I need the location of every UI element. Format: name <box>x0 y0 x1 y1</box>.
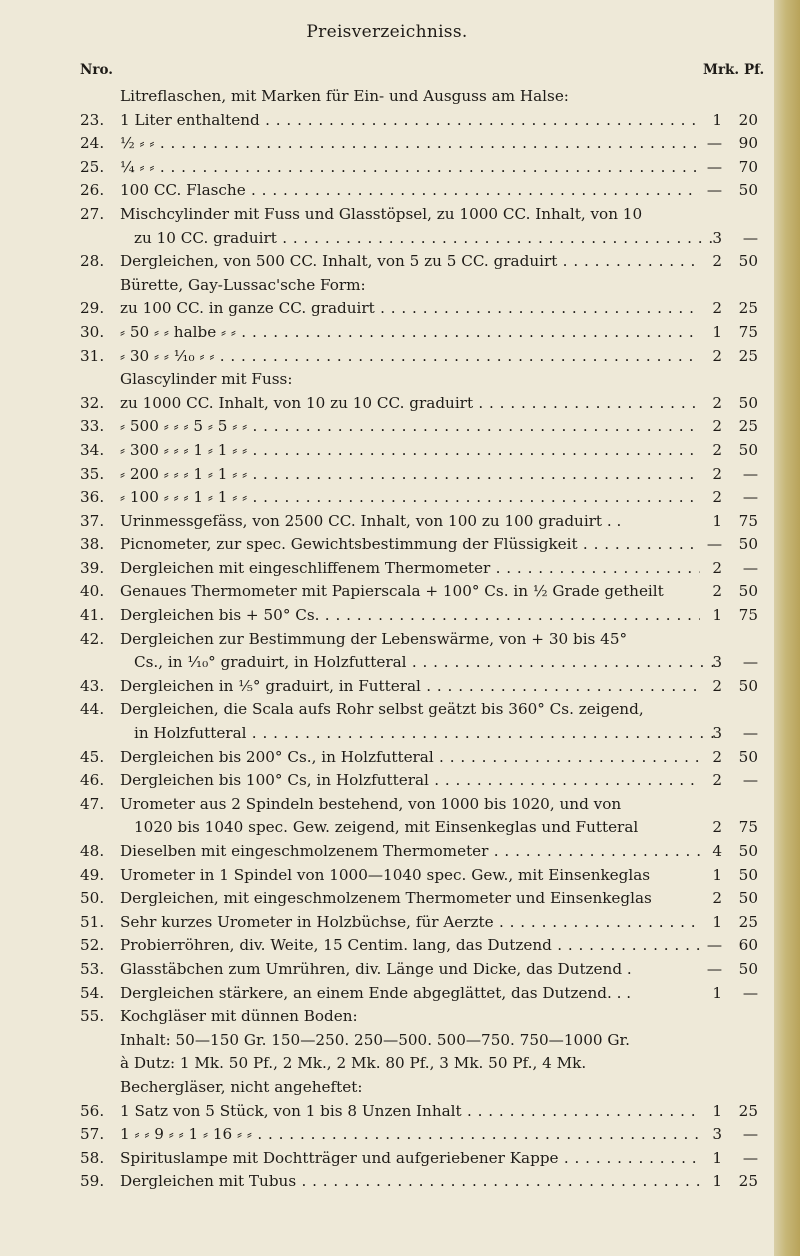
list-item <box>0 321 780 345</box>
list-item <box>0 604 780 628</box>
list-item <box>0 580 780 604</box>
item-number: 42. <box>80 629 105 648</box>
price-mark: 2 <box>712 299 722 318</box>
price-mark: 1 <box>712 1101 722 1120</box>
price-mark: 2 <box>712 889 722 908</box>
price-mark: 2 <box>712 488 722 507</box>
price-pfennig: 50 <box>738 959 758 978</box>
item-description: Bechergläser, nicht angeheftet: <box>120 1077 363 1096</box>
page-edge <box>774 0 800 1256</box>
item-description: ⸗ 500 ⸗ ⸗ ⸗ 5 ⸗ 5 ⸗ ⸗ . . . <box>120 415 700 439</box>
item-description: Dieselben mit eingeschmolzenem Thermometer . . . <box>120 840 700 864</box>
list-item <box>0 510 780 534</box>
item-number: 49. <box>80 865 105 884</box>
list-item <box>0 769 780 793</box>
price-mark: 2 <box>712 440 722 459</box>
item-number: 34. <box>80 440 105 459</box>
item-description: Urometer in 1 Spindel von 1000—1040 spec. Gew., mit Einsenkeglas <box>120 865 651 884</box>
item-number: 43. <box>80 676 105 695</box>
item-number: 57. <box>80 1125 105 1144</box>
list-item <box>0 227 780 251</box>
item-description: 1 Liter enthaltend . . . <box>120 109 700 133</box>
price-mark: 3 <box>712 228 722 247</box>
list-item <box>0 85 780 109</box>
list-item <box>0 722 780 746</box>
list-item <box>0 179 780 203</box>
price-mark: 3 <box>712 1125 722 1144</box>
item-description: Spirituslampe mit Dochtträger und aufgeriebener Kappe . . . <box>120 1147 700 1171</box>
price-pfennig: 50 <box>738 535 758 554</box>
item-number: 48. <box>80 842 105 860</box>
item-number: 40. <box>80 582 105 601</box>
item-number: 50. <box>80 889 105 908</box>
item-description: ⸗ 30 ⸗ ⸗ ¹⁄₁₀ ⸗ ⸗ . . . <box>120 345 700 369</box>
price-pfennig: — <box>742 488 758 507</box>
price-pfennig: — <box>742 771 758 790</box>
item-number: 31. <box>80 346 105 365</box>
price-pfennig: — <box>742 558 758 577</box>
item-description: ⸗ 300 ⸗ ⸗ ⸗ 1 ⸗ 1 ⸗ ⸗ . . . <box>120 439 700 463</box>
list-item <box>0 1052 780 1076</box>
item-description: 1 Satz von 5 Stück, von 1 bis 8 Unzen Inhalt . . . <box>120 1100 700 1124</box>
item-description: Sehr kurzes Urometer in Holzbüchse, für Aerzte . . . <box>120 911 700 935</box>
price-pfennig: — <box>742 724 758 743</box>
item-description: Urometer aus 2 Spindeln bestehend, von 1000 bis 1020, und von <box>120 794 622 813</box>
list-item <box>0 1005 780 1029</box>
price-pfennig: 50 <box>738 181 758 200</box>
price-mark: 3 <box>712 653 722 672</box>
list-item <box>0 415 780 439</box>
price-mark: 2 <box>712 771 722 790</box>
list-item <box>0 345 780 369</box>
list-item <box>0 698 780 722</box>
list-item <box>0 533 780 557</box>
price-pfennig: 50 <box>738 865 758 884</box>
item-number: 30. <box>80 322 105 341</box>
price-mark: 1 <box>712 1148 722 1167</box>
list-item <box>0 958 780 982</box>
item-number: 37. <box>80 511 105 530</box>
price-mark: — <box>706 181 722 200</box>
price-mark: 1 <box>712 322 722 341</box>
list-item <box>0 203 780 227</box>
list-item <box>0 864 780 888</box>
item-description: Dergleichen mit eingeschliffenem Thermometer . . . <box>120 557 700 581</box>
price-pfennig: 75 <box>738 322 758 341</box>
price-mark: 1 <box>712 511 722 530</box>
price-pfennig: 25 <box>738 1172 758 1191</box>
item-description: Dergleichen bis 200° Cs., in Holzfutteral . . . <box>120 746 700 770</box>
list-item <box>0 651 780 675</box>
price-mark: — <box>706 134 722 153</box>
price-pfennig: 50 <box>738 747 758 766</box>
price-pfennig: 50 <box>738 676 758 695</box>
price-pfennig: 20 <box>738 110 758 129</box>
item-description: 100 CC. Flasche . . . <box>120 179 700 203</box>
price-mark: 2 <box>712 346 722 365</box>
list-item <box>0 982 780 1006</box>
item-number: 44. <box>80 700 105 719</box>
item-description: Dergleichen mit Tubus . . . <box>120 1170 700 1194</box>
item-description: Dergleichen bis 100° Cs, in Holzfutteral . . . <box>120 769 700 793</box>
list-item <box>0 486 780 510</box>
list-item <box>0 793 780 817</box>
price-pfennig: — <box>742 1125 758 1144</box>
price-pfennig: 25 <box>738 346 758 365</box>
item-description: ⸗ 100 ⸗ ⸗ ⸗ 1 ⸗ 1 ⸗ ⸗ . . . <box>120 486 700 510</box>
item-description: Dergleichen bis + 50° Cs. . . . <box>120 604 700 628</box>
item-description: Dergleichen in ⅕° graduirt, in Futteral . . . <box>120 675 700 699</box>
list-item <box>0 439 780 463</box>
list-item <box>0 297 780 321</box>
price-mark: 2 <box>712 747 722 766</box>
item-description: 1020 bis 1040 spec. Gew. zeigend, mit Einsenkeglas und Futteral <box>134 818 639 837</box>
price-pfennig: 75 <box>738 511 758 530</box>
item-number: 52. <box>80 936 105 955</box>
price-list <box>0 85 780 1194</box>
list-item <box>0 1147 780 1171</box>
item-description: Dergleichen zur Bestimmung der Lebenswärme, von + 30 bis 45° <box>120 629 628 648</box>
list-item <box>0 156 780 180</box>
price-pfennig: 25 <box>738 912 758 931</box>
item-number: 59. <box>80 1172 105 1191</box>
price-pfennig: 50 <box>738 252 758 271</box>
item-number: 25. <box>80 157 105 176</box>
item-number: 56. <box>80 1101 105 1120</box>
item-number: 53. <box>80 959 105 978</box>
item-description: Picnometer, zur spec. Gewichtsbestimmung der Flüssigkeit . . . <box>120 533 700 557</box>
price-pfennig: — <box>742 983 758 1002</box>
list-item <box>0 675 780 699</box>
item-description: ⸗ 50 ⸗ ⸗ halbe ⸗ ⸗ . . . <box>120 321 700 345</box>
price-mark: 2 <box>712 558 722 577</box>
price-pfennig: 75 <box>738 818 758 837</box>
item-description: Glascylinder mit Fuss: <box>120 370 293 389</box>
item-number: 23. <box>80 110 105 129</box>
item-number: 47. <box>80 794 105 813</box>
list-item <box>0 1123 780 1147</box>
item-number: 45. <box>80 747 105 766</box>
price-pfennig: 75 <box>738 606 758 625</box>
price-mark: 2 <box>712 417 722 436</box>
item-number: 55. <box>80 1007 105 1026</box>
item-description: Litreflaschen, mit Marken für Ein- und Ausguss am Halse: <box>120 87 569 105</box>
item-description: Mischcylinder mit Fuss und Glasstöpsel, zu 1000 CC. Inhalt, von 10 <box>120 204 643 223</box>
item-description: Dergleichen, mit eingeschmolzenem Thermometer und Einsenkeglas <box>120 889 652 908</box>
item-number: 26. <box>80 181 105 200</box>
list-item <box>0 840 780 864</box>
price-mark: — <box>706 936 722 955</box>
item-number: 54. <box>80 983 105 1002</box>
price-mark: 2 <box>712 818 722 837</box>
item-description: 1 ⸗ ⸗ 9 ⸗ ⸗ 1 ⸗ 16 ⸗ ⸗ . . . <box>120 1123 700 1147</box>
list-item <box>0 392 780 416</box>
item-description: Glasstäbchen zum Umrühren, div. Länge und Dicke, das Dutzend . <box>120 959 632 978</box>
price-mark: 2 <box>712 393 722 412</box>
price-mark: 2 <box>712 582 722 601</box>
item-description: Kochgläser mit dünnen Boden: <box>120 1007 358 1026</box>
item-number: 29. <box>80 299 105 318</box>
price-mark: — <box>706 157 722 176</box>
item-description: Dergleichen, die Scala aufs Rohr selbst geätzt bis 360° Cs. zeigend, <box>120 700 644 719</box>
item-description: Cs., in ¹⁄₁₀° graduirt, in Holzfutteral . . . <box>134 651 714 675</box>
item-number: 24. <box>80 134 105 153</box>
price-mark: 1 <box>712 1172 722 1191</box>
column-header-nro: Nro. <box>80 62 113 78</box>
price-pfennig: 50 <box>738 393 758 412</box>
list-item <box>0 368 780 392</box>
list-item <box>0 911 780 935</box>
price-pfennig: 50 <box>738 582 758 601</box>
item-number: 51. <box>80 912 105 931</box>
page-title: Preisverzeichniss. <box>306 22 468 42</box>
item-description: Dergleichen, von 500 CC. Inhalt, von 5 zu 5 CC. graduirt . . . <box>120 250 700 274</box>
item-number: 41. <box>80 606 105 625</box>
list-item <box>0 816 780 840</box>
item-description: Genaues Thermometer mit Papierscala + 100° Cs. in ½ Grade getheilt <box>120 582 664 601</box>
item-description: zu 10 CC. graduirt . . . <box>134 227 714 251</box>
list-item <box>0 746 780 770</box>
price-pfennig: 90 <box>738 134 758 153</box>
list-item <box>0 250 780 274</box>
price-pfennig: 50 <box>738 842 758 860</box>
list-item <box>0 463 780 487</box>
price-pfennig: — <box>742 653 758 672</box>
item-number: 33. <box>80 417 105 436</box>
item-number: 38. <box>80 535 105 554</box>
list-item <box>0 1076 780 1100</box>
item-description: à Dutz: 1 Mk. 50 Pf., 2 Mk., 2 Mk. 80 Pf., 3 Mk. 50 Pf., 4 Mk. <box>120 1054 587 1073</box>
price-mark: — <box>706 959 722 978</box>
price-mark: 1 <box>712 865 722 884</box>
price-mark: 1 <box>712 912 722 931</box>
column-header-mrk: Mrk. <box>703 62 740 78</box>
item-description: ¼ ⸗ ⸗ . . . <box>120 156 700 180</box>
price-pfennig: 25 <box>738 1101 758 1120</box>
list-item <box>0 274 780 298</box>
price-mark: 4 <box>712 842 722 860</box>
price-mark: 2 <box>712 252 722 271</box>
list-item <box>0 109 780 133</box>
price-pfennig: 50 <box>738 440 758 459</box>
item-description: ½ ⸗ ⸗ . . . <box>120 132 700 156</box>
list-item <box>0 557 780 581</box>
price-pfennig: — <box>742 228 758 247</box>
list-item <box>0 887 780 911</box>
item-number: 46. <box>80 771 105 790</box>
price-pfennig: — <box>742 464 758 483</box>
price-pfennig: — <box>742 1148 758 1167</box>
price-pfennig: 25 <box>738 299 758 318</box>
list-item <box>0 1170 780 1194</box>
item-description: Inhalt: 50—150 Gr. 150—250. 250—500. 500—750. 750—1000 Gr. <box>120 1030 630 1049</box>
price-pfennig: 70 <box>738 157 758 176</box>
price-pfennig: 25 <box>738 417 758 436</box>
item-number: 58. <box>80 1148 105 1167</box>
list-item <box>0 132 780 156</box>
item-number: 28. <box>80 252 105 271</box>
item-number: 36. <box>80 488 105 507</box>
price-mark: — <box>706 535 722 554</box>
item-number: 32. <box>80 393 105 412</box>
item-description: Probierröhren, div. Weite, 15 Centim. lang, das Dutzend . . . <box>120 934 700 958</box>
price-mark: 3 <box>712 724 722 743</box>
item-description: Dergleichen stärkere, an einem Ende abgeglättet, das Dutzend. . . <box>120 983 632 1002</box>
column-header-pf: Pf. <box>744 62 765 78</box>
item-number: 35. <box>80 464 105 483</box>
item-description: zu 100 CC. in ganze CC. graduirt . . . <box>120 297 700 321</box>
list-item <box>0 628 780 652</box>
price-pfennig: 50 <box>738 889 758 908</box>
price-mark: 1 <box>712 983 722 1002</box>
item-number: 39. <box>80 558 105 577</box>
item-description: ⸗ 200 ⸗ ⸗ ⸗ 1 ⸗ 1 ⸗ ⸗ . . . <box>120 463 700 487</box>
price-mark: 2 <box>712 676 722 695</box>
item-description: in Holzfutteral . . . <box>134 722 714 746</box>
item-number: 27. <box>80 204 105 223</box>
price-mark: 1 <box>712 110 722 129</box>
list-item <box>0 1100 780 1124</box>
price-pfennig: 60 <box>738 936 758 955</box>
price-mark: 1 <box>712 606 722 625</box>
price-mark: 2 <box>712 464 722 483</box>
item-description: zu 1000 CC. Inhalt, von 10 zu 10 CC. graduirt . . . <box>120 392 700 416</box>
list-item <box>0 934 780 958</box>
item-description: Bürette, Gay-Lussac'sche Form: <box>120 275 366 294</box>
item-description: Urinmessgefäss, von 2500 CC. Inhalt, von 100 zu 100 graduirt . . <box>120 511 622 530</box>
list-item <box>0 1029 780 1053</box>
